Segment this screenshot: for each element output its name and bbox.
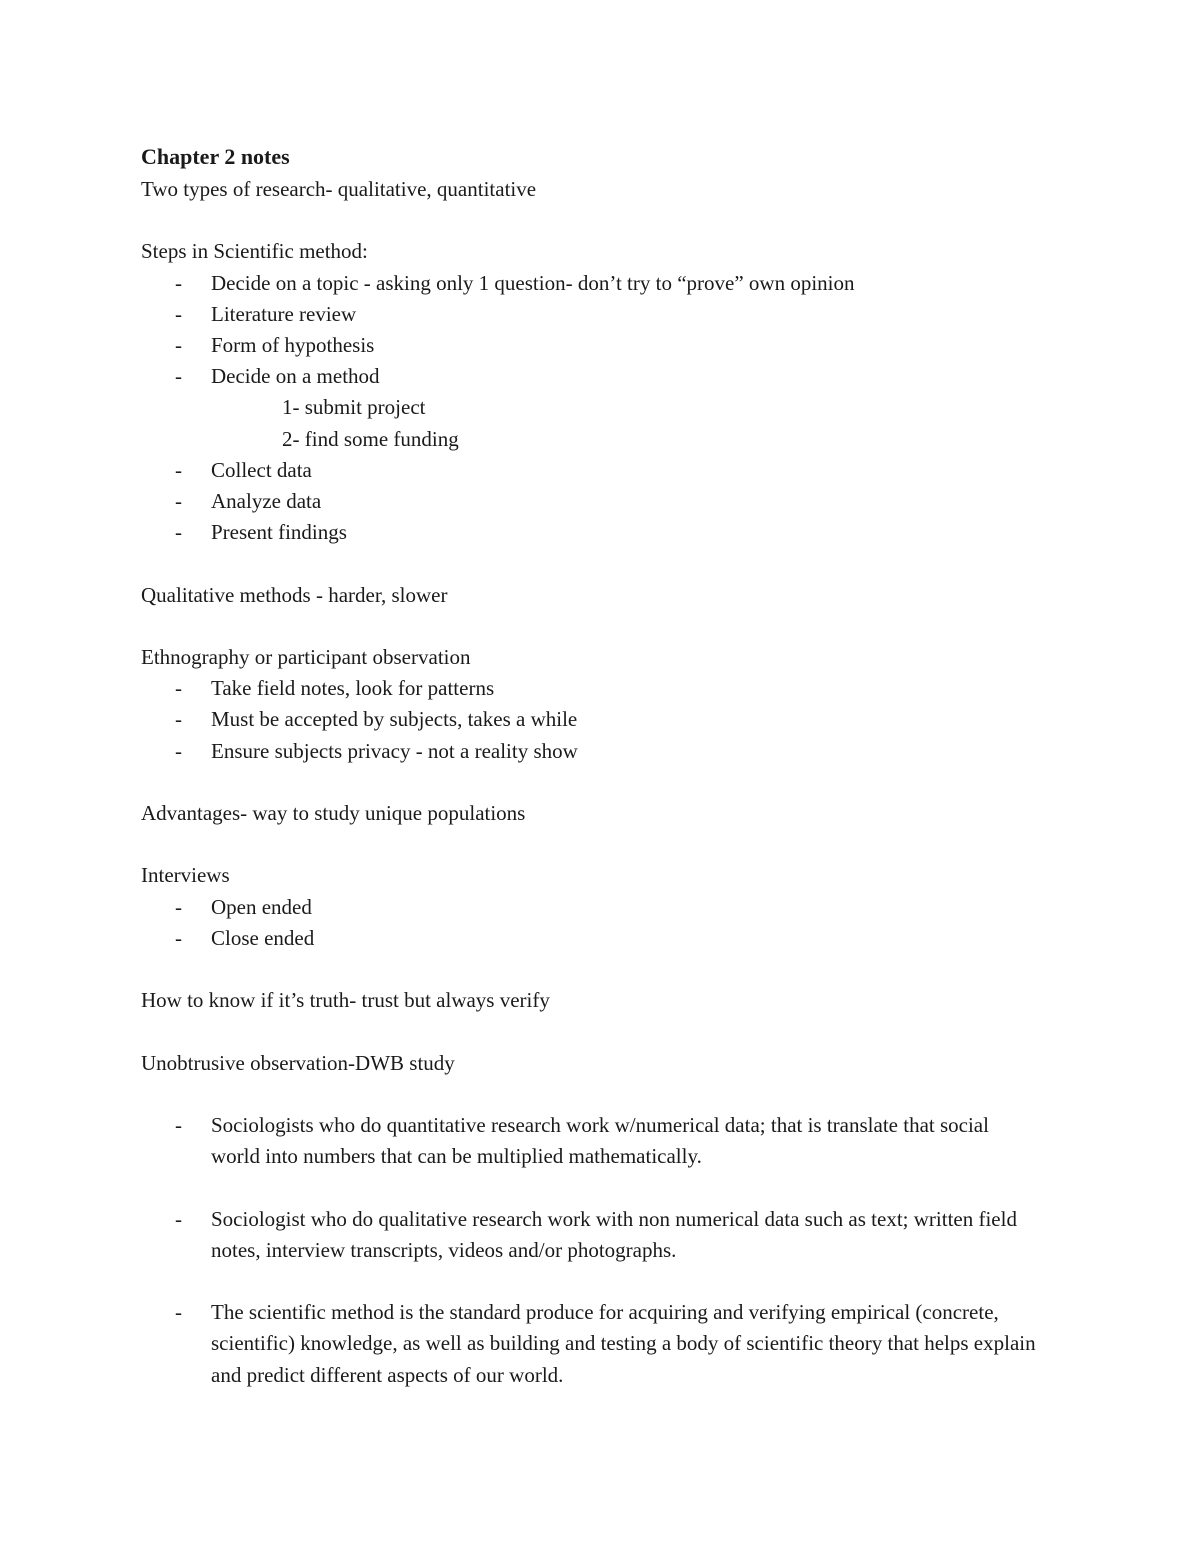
list-item bbox=[141, 673, 1041, 704]
dash-bullet: - bbox=[175, 489, 182, 514]
ethnography-heading: Ethnography or participant observation bbox=[141, 645, 471, 669]
sub-step: 1- submit project bbox=[282, 395, 426, 420]
spacer bbox=[141, 1172, 1041, 1203]
list-item bbox=[141, 517, 1041, 548]
list-item bbox=[141, 1297, 1041, 1391]
item-text: Close ended bbox=[211, 925, 315, 950]
item-text: Take field notes, look for patterns bbox=[211, 676, 495, 701]
sub-step: 2- find some funding bbox=[282, 426, 459, 451]
dash-bullet: - bbox=[175, 1300, 182, 1325]
qualitative-methods-line: Qualitative methods - harder, slower bbox=[141, 582, 448, 607]
list-item bbox=[141, 268, 1041, 299]
definition-text: Sociologist who do qualitative research work with non numerical data such as text; written field notes, interview transcripts, videos and/or photographs. bbox=[211, 1206, 1017, 1262]
spacer bbox=[141, 205, 1041, 236]
spacer bbox=[141, 1079, 1041, 1110]
dash-bullet: - bbox=[175, 1206, 182, 1231]
dash-bullet: - bbox=[175, 1112, 182, 1137]
list-item bbox=[141, 704, 1041, 735]
spacer bbox=[141, 548, 1041, 579]
step-text: Decide on a method bbox=[211, 364, 380, 389]
definition-text: Sociologists who do quantitative research work w/numerical data; that is translate that social world into numbers that can be multiplied mathematically. bbox=[211, 1112, 989, 1169]
list-item bbox=[141, 455, 1041, 486]
step-text: Collect data bbox=[211, 457, 312, 482]
step-text: Analyze data bbox=[211, 489, 322, 514]
unobtrusive-line: Unobtrusive observation-DWB study bbox=[141, 1050, 455, 1075]
dash-bullet: - bbox=[175, 707, 182, 732]
step-text: Present findings bbox=[211, 520, 347, 545]
list-item bbox=[141, 299, 1041, 330]
item-text: Ensure subjects privacy - not a reality show bbox=[211, 738, 578, 763]
definition-text: The scientific method is the standard produce for acquiring and verifying empirical (concrete, scientific) knowledge, as well as building and testing a body of scientific theory that helps explain and predict different aspects of our world. bbox=[211, 1300, 1036, 1387]
dash-bullet: - bbox=[175, 364, 182, 389]
interviews-heading: Interviews bbox=[141, 863, 230, 888]
spacer bbox=[141, 1016, 1041, 1047]
spacer bbox=[141, 829, 1041, 860]
advantages-line: Advantages- way to study unique populations bbox=[141, 801, 526, 825]
list-item bbox=[141, 330, 1041, 361]
step-text: Literature review bbox=[211, 301, 357, 326]
list-item bbox=[141, 923, 1041, 954]
spacer bbox=[141, 611, 1041, 642]
dash-bullet: - bbox=[175, 676, 182, 701]
step-text: Decide on a topic - asking only 1 question- don’t try to “prove” own opinion bbox=[211, 270, 855, 295]
list-item bbox=[141, 1204, 1041, 1266]
spacer bbox=[141, 767, 1041, 798]
document-title: Chapter 2 notes bbox=[141, 144, 290, 169]
dash-bullet: - bbox=[175, 925, 182, 950]
list-item bbox=[141, 486, 1041, 517]
intro-text: Two types of research- qualitative, quantitative bbox=[141, 177, 537, 201]
spacer bbox=[141, 1266, 1041, 1297]
item-text: Must be accepted by subjects, takes a while bbox=[211, 707, 578, 732]
dash-bullet: - bbox=[175, 457, 182, 482]
truth-line: How to know if it’s truth- trust but always verify bbox=[141, 988, 550, 1013]
dash-bullet: - bbox=[175, 738, 182, 763]
step-text: Form of hypothesis bbox=[211, 333, 375, 357]
dash-bullet: - bbox=[175, 301, 182, 326]
dash-bullet: - bbox=[175, 520, 182, 545]
list-item bbox=[141, 892, 1041, 923]
item-text: Open ended bbox=[211, 894, 312, 919]
dash-bullet: - bbox=[175, 270, 182, 295]
dash-bullet: - bbox=[175, 333, 182, 357]
list-item bbox=[141, 736, 1041, 767]
list-item bbox=[141, 361, 1041, 392]
document-page bbox=[141, 140, 1041, 1391]
list-item bbox=[141, 1110, 1041, 1172]
steps-heading: Steps in Scientific method: bbox=[141, 239, 368, 264]
spacer bbox=[141, 954, 1041, 985]
dash-bullet: - bbox=[175, 894, 182, 919]
